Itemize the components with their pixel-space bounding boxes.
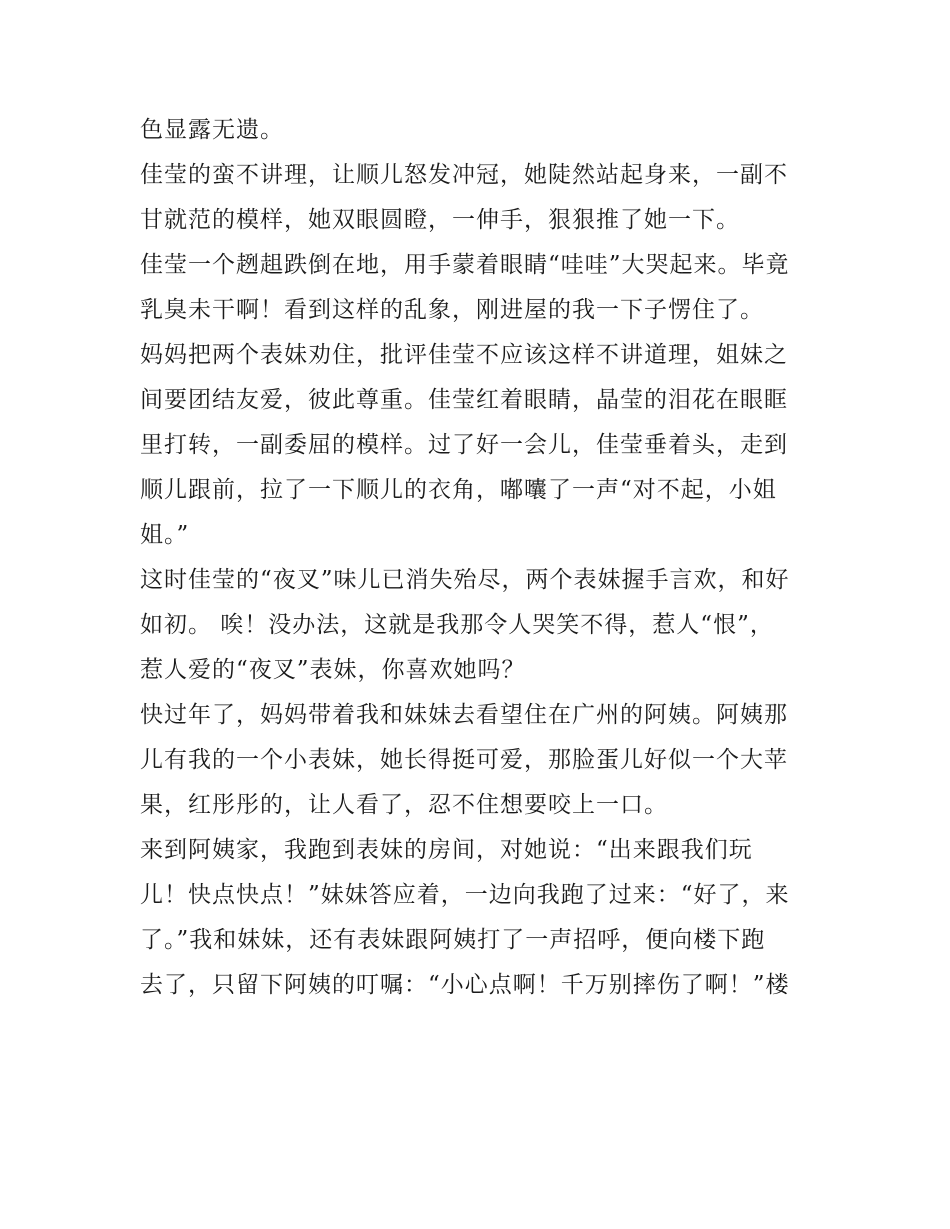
text-line: 姐。” <box>140 522 190 548</box>
text-line: 间要团结友爱，彼此尊重。佳莹红着眼睛，晶莹的泪花在眼眶 <box>140 387 788 413</box>
text-line: 甘就范的模样，她双眼圆瞪，一伸手，狠狠推了她一下。 <box>140 207 740 233</box>
text-line: 如初。 唉！没办法，这就是我那令人哭笑不得，惹人“恨”， <box>140 612 774 638</box>
text-line: 妈妈把两个表妹劝住，批评佳莹不应该这样不讲道理，姐妹之 <box>140 342 788 368</box>
text-line: 这时佳莹的“夜叉”味儿已消失殆尽，两个表妹握手言欢，和好 <box>140 567 790 593</box>
text-line: 惹人爱的“夜叉”表妹，你喜欢她吗？ <box>140 657 526 683</box>
text-line: 色显露无遗。 <box>140 117 284 143</box>
text-line: 儿有我的一个小表妹，她长得挺可爱，那脸蛋儿好似一个大苹 <box>140 747 788 773</box>
text-line: 佳莹一个趔趄跌倒在地，用手蒙着眼睛“哇哇”大哭起来。毕竟 <box>140 252 790 278</box>
text-line: 果，红彤彤的，让人看了，忍不住想要咬上一口。 <box>140 792 668 818</box>
text-line: 儿！快点快点！”妹妹答应着，一边向我跑了过来：“好了，来 <box>140 882 790 908</box>
text-line: 快过年了，妈妈带着我和妹妹去看望住在广州的阿姨。阿姨那 <box>140 702 788 728</box>
text-line: 来到阿姨家，我跑到表妹的房间，对她说：“出来跟我们玩 <box>140 837 753 863</box>
text-line: 里打转，一副委屈的模样。过了好一会儿，佳莹垂着头，走到 <box>140 432 788 458</box>
text-line: 顺儿跟前，拉了一下顺儿的衣角，嘟囔了一声“对不起，小姐 <box>140 477 777 503</box>
body-text <box>140 108 820 1008</box>
text-line: 了。”我和妹妹，还有表妹跟阿姨打了一声招呼，便向楼下跑 <box>140 927 766 953</box>
text-line: 佳莹的蛮不讲理，让顺儿怒发冲冠，她陡然站起身来，一副不 <box>140 162 788 188</box>
text-line: 去了，只留下阿姨的叮嘱：“小心点啊！千万别摔伤了啊！”楼 <box>140 972 790 998</box>
text-line: 乳臭未干啊！看到这样的乱象，刚进屋的我一下子愣住了。 <box>140 297 764 323</box>
